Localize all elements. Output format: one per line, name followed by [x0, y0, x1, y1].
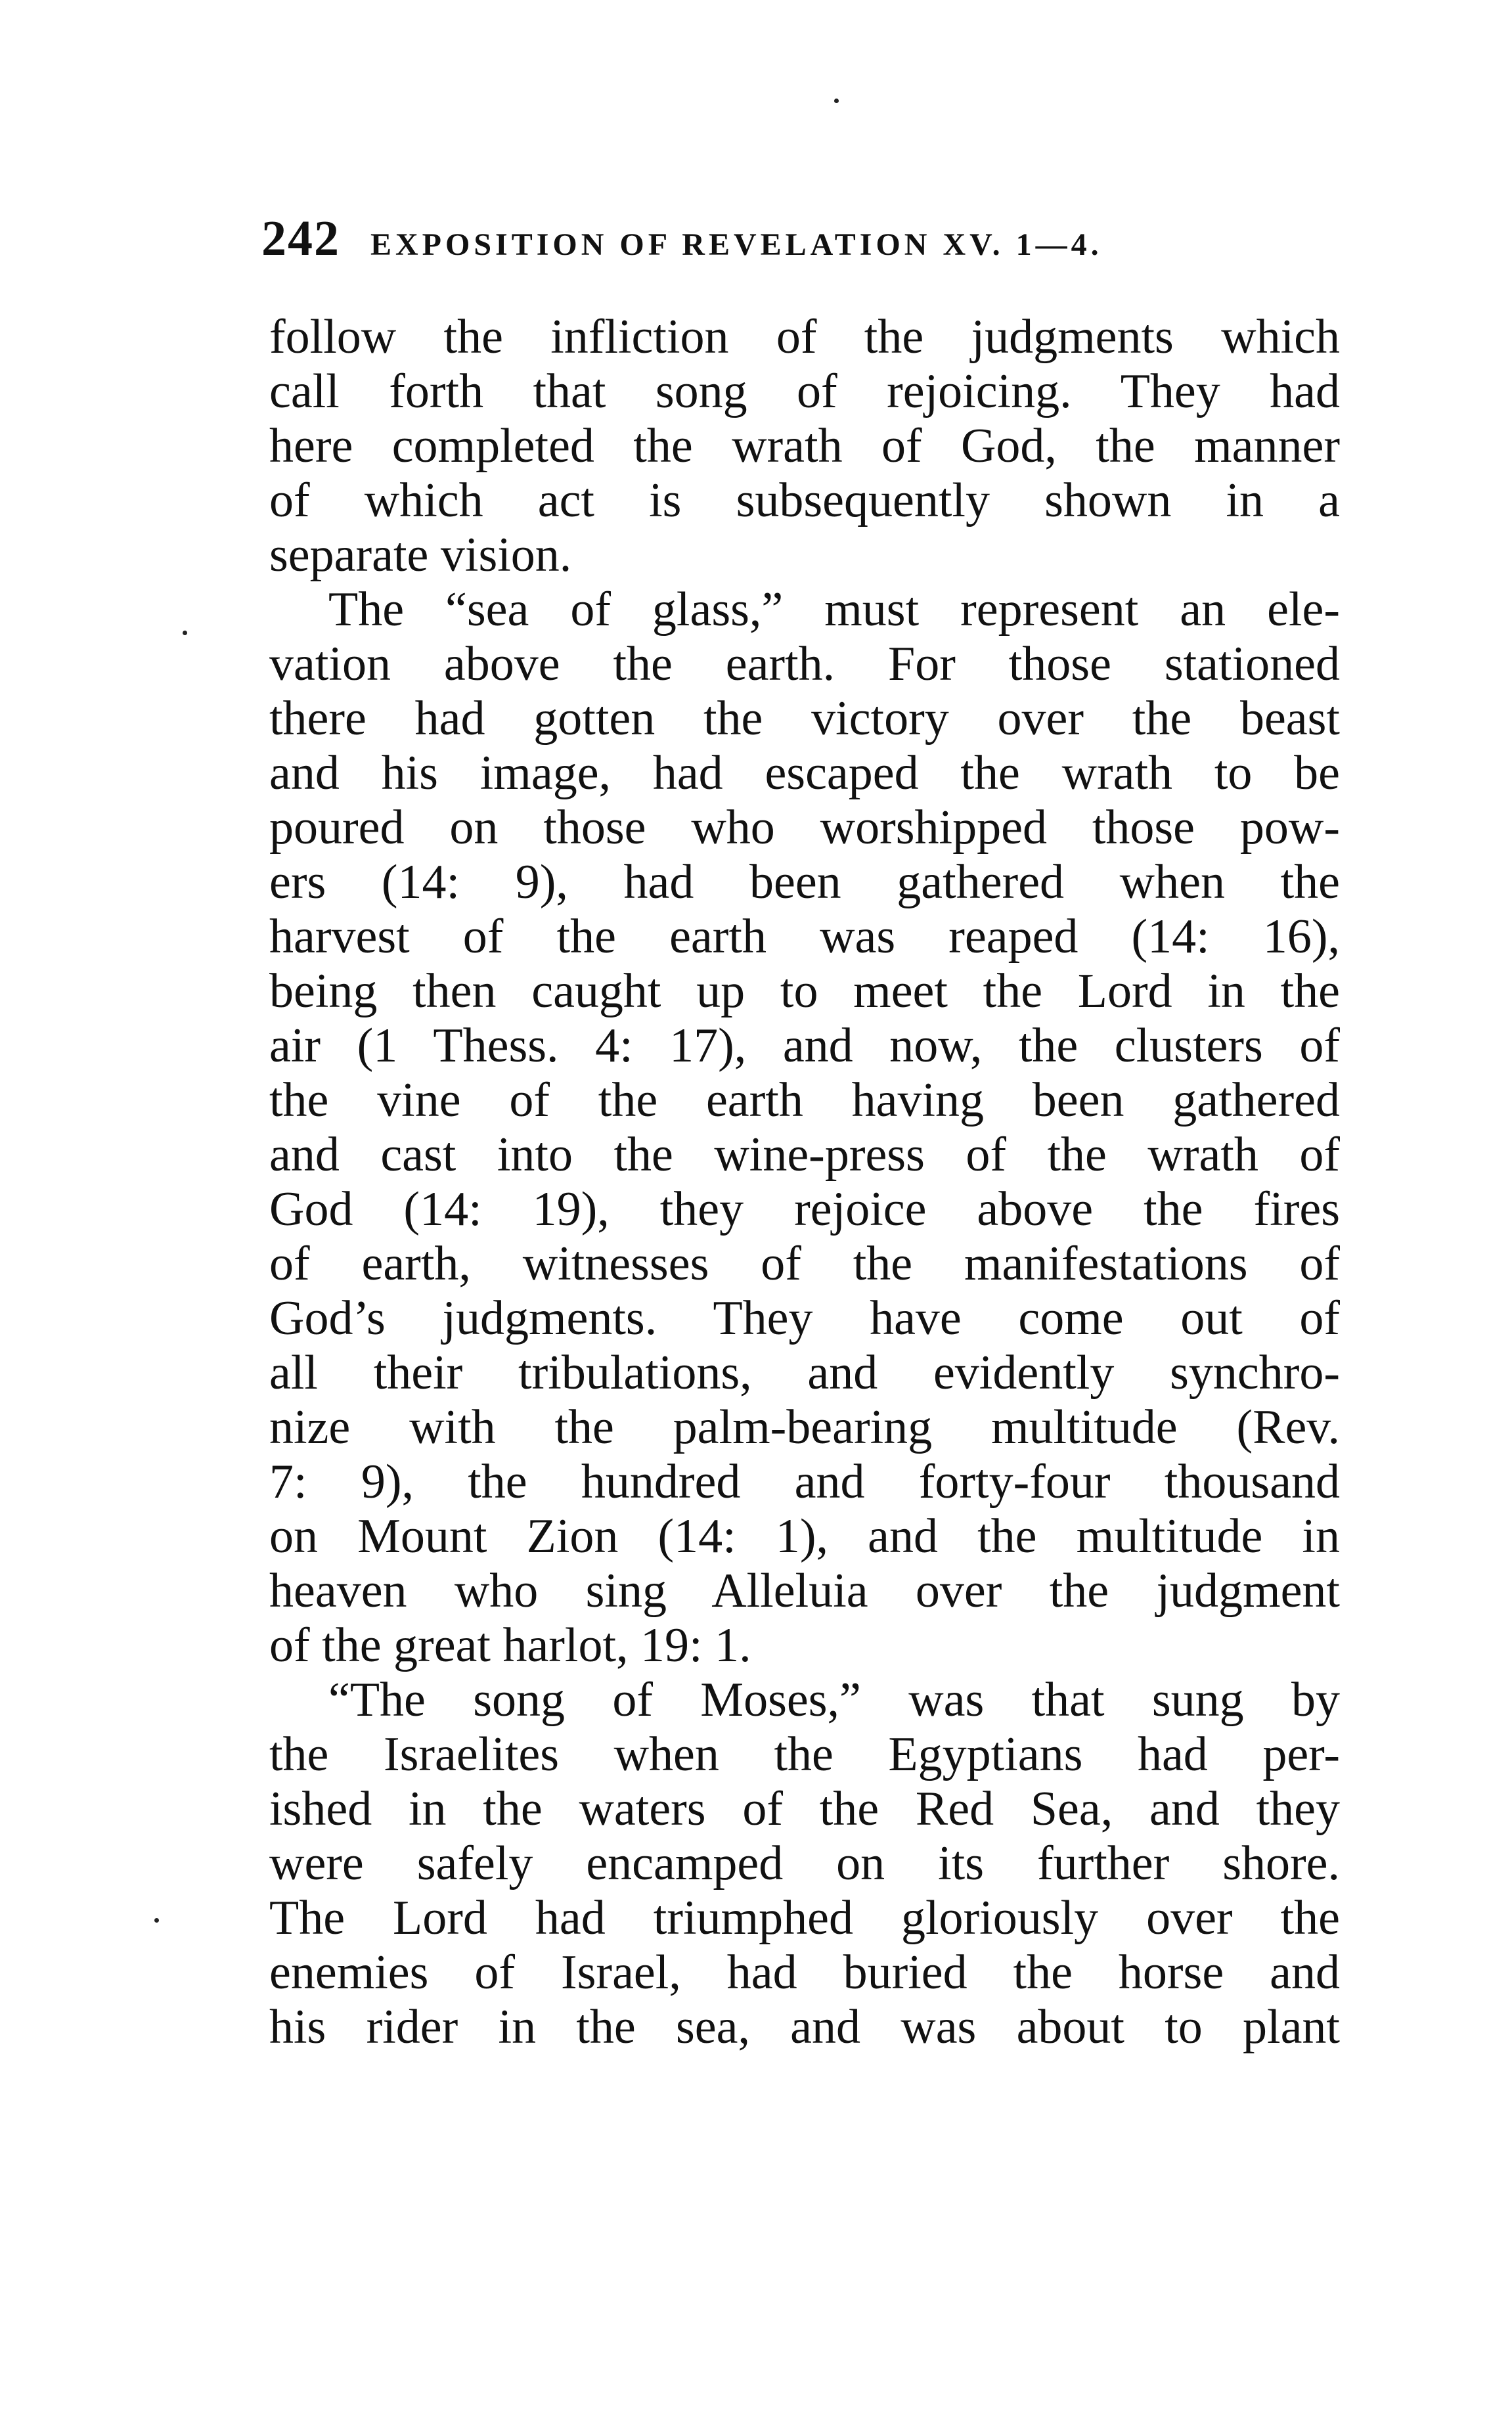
text-line: call forth that song of rejoicing. They had: [269, 365, 1340, 418]
scan-speck: [183, 631, 187, 635]
text-line: God’s judgments. They have come out of: [269, 1291, 1340, 1345]
running-head: [261, 210, 1339, 269]
text-line: The Lord had triumphed gloriously over the: [269, 1891, 1340, 1945]
text-line: were safely encamped on its further shore.: [269, 1837, 1340, 1890]
paragraph-start-line: “The song of Moses,” was that sung by: [328, 1673, 1340, 1727]
text-line: poured on those who worshipped those pow-: [269, 801, 1340, 855]
page-number: 242: [261, 211, 340, 266]
text-line: follow the infliction of the judgments which: [269, 310, 1340, 364]
text-line: air (1 Thess. 4: 17), and now, the clusters of: [269, 1019, 1340, 1073]
text-line: vation above the earth. For those stationed: [269, 637, 1340, 691]
text-line: there had gotten the victory over the beast: [269, 692, 1340, 746]
text-line: all their tribulations, and evidently synchro-: [269, 1346, 1340, 1400]
text-line: enemies of Israel, had buried the horse and: [269, 1946, 1340, 1999]
text-line: God (14: 19), they rejoice above the fires: [269, 1182, 1340, 1236]
text-line: ished in the waters of the Red Sea, and they: [269, 1782, 1340, 1836]
text-line: heaven who sing Alleluia over the judgment: [269, 1564, 1340, 1618]
text-line: the Israelites when the Egyptians had per-: [269, 1728, 1340, 1781]
running-title: EXPOSITION OF REVELATION XV. 1—4.: [370, 227, 1103, 262]
text-line: of earth, witnesses of the manifestations of: [269, 1237, 1340, 1291]
text-line: harvest of the earth was reaped (14: 16),: [269, 910, 1340, 964]
scan-speck: [154, 1918, 159, 1923]
text-line: here completed the wrath of God, the manner: [269, 419, 1340, 473]
text-line: separate vision.: [269, 528, 572, 582]
text-line: 7: 9), the hundred and forty-four thousand: [269, 1455, 1340, 1509]
scan-speck: [834, 99, 839, 103]
text-line: his rider in the sea, and was about to plant: [269, 2000, 1340, 2054]
text-line: the vine of the earth having been gathered: [269, 1073, 1340, 1127]
text-line: on Mount Zion (14: 1), and the multitude in: [269, 1509, 1340, 1563]
text-line: of which act is subsequently shown in a: [269, 474, 1340, 527]
paragraph-start-line: The “sea of glass,” must represent an ele-: [328, 583, 1340, 636]
text-line: being then caught up to meet the Lord in the: [269, 964, 1340, 1018]
text-line: of the great harlot, 19: 1.: [269, 1619, 751, 1672]
text-line: and his image, had escaped the wrath to be: [269, 746, 1340, 800]
text-line: and cast into the wine-press of the wrath of: [269, 1128, 1340, 1182]
body-text: [269, 310, 1340, 2055]
text-line: ers (14: 9), had been gathered when the: [269, 855, 1340, 909]
text-line: nize with the palm-bearing multitude (Rev.: [269, 1400, 1340, 1454]
